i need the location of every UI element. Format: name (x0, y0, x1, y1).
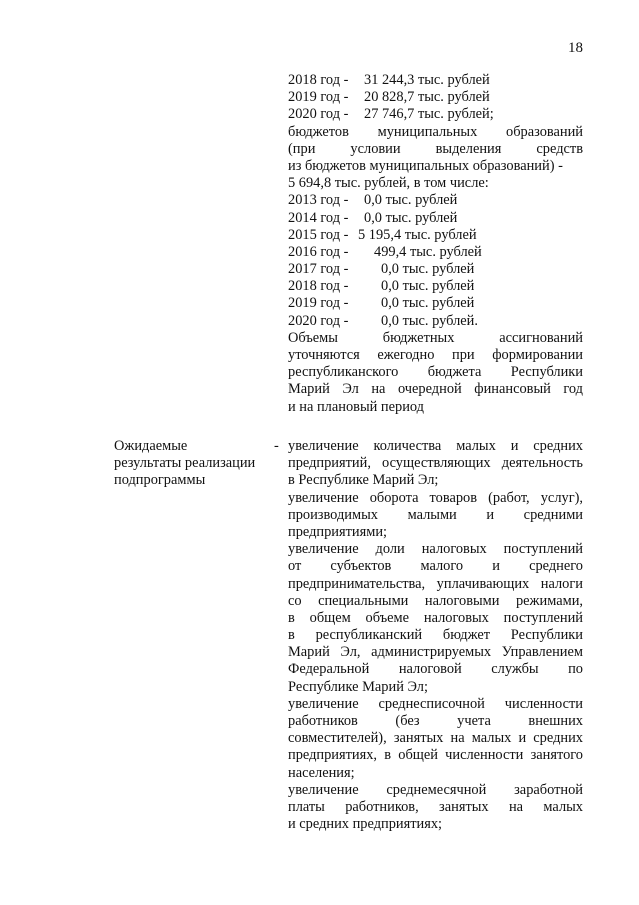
municipal-year-row (288, 295, 583, 312)
results-line: от субъектов малого и среднего (288, 558, 583, 575)
results-line: в общем объеме налоговых поступлений (288, 609, 583, 626)
year-amount: 0,0 тыс. рублей (381, 261, 475, 278)
municipal-year-row (288, 210, 583, 227)
year-label: 2019 год - (288, 295, 349, 312)
municipal-intro-line: бюджетов муниципальных образований (288, 123, 583, 140)
results-line: увеличение оборота товаров (работ, услуг), (288, 489, 583, 506)
funding-note-line: Объемы бюджетных ассигнований (288, 329, 583, 346)
municipal-year-row (288, 244, 583, 261)
results-line: Федеральной налоговой службы по (288, 661, 583, 678)
results-line: в Республике Марий Эл; (288, 472, 439, 489)
year-label: 2020 год - (288, 312, 349, 329)
results-line: увеличение количества малых и средних (288, 438, 583, 454)
municipal-year-row (288, 313, 583, 330)
year-label: 2020 год - (288, 106, 349, 123)
year-amount: 20 828,7 тыс. рублей (364, 89, 490, 106)
results-line: увеличение среднесписочной численности (288, 695, 583, 712)
year-label: 2018 год - (288, 278, 349, 295)
year-label: 2019 год - (288, 89, 349, 106)
year-amount: 0,0 тыс. рублей (381, 278, 475, 295)
year-label: 2018 год - (288, 72, 349, 88)
year-amount: 0,0 тыс. рублей (381, 295, 475, 312)
municipal-intro-line: 5 694,8 тыс. рублей, в том числе: (288, 175, 489, 192)
results-label-line: результаты реализации (114, 455, 256, 472)
year-label: 2015 год - (288, 226, 349, 243)
municipal-year-row (288, 261, 583, 278)
results-label-line: подпрограммы (114, 472, 206, 489)
results-line: предприятиях, в общей численности занятого (288, 747, 583, 764)
results-line: Республике Марий Эл; (288, 678, 428, 695)
municipal-intro-line: (при условии выделения средств (288, 140, 583, 157)
results-line: производимых малыми и средними (288, 506, 583, 523)
results-block (288, 438, 583, 833)
funding-block (288, 72, 583, 416)
results-label-line: Ожидаемые (114, 438, 188, 454)
results-dash: - (274, 438, 279, 454)
results-line: Марий Эл, администрируемых Управлением (288, 644, 583, 661)
funding-year-row (288, 106, 583, 123)
year-label: 2017 год - (288, 261, 349, 278)
results-line: в республиканский бюджет Республики (288, 627, 583, 644)
results-line: со специальными налоговыми режимами, (288, 592, 583, 609)
municipal-year-row (288, 227, 583, 244)
municipal-year-row (288, 192, 583, 209)
results-line: увеличение доли налоговых поступлений (288, 541, 583, 558)
results-line: работников (без учета внешних (288, 713, 583, 729)
funding-note-line: уточняются ежегодно при формировании (288, 347, 583, 363)
funding-note-line: республиканского бюджета Республики (288, 364, 583, 381)
municipal-intro-line: из бюджетов муниципальных образований) - (288, 157, 563, 174)
results-line: предпринимательства, уплачивающих налоги (288, 575, 583, 592)
year-amount: 0,0 тыс. рублей. (381, 312, 478, 329)
year-label: 2014 год - (288, 209, 349, 226)
results-line: предприятиями; (288, 523, 388, 540)
year-amount: 31 244,3 тыс. рублей (364, 72, 490, 88)
results-line: и средних предприятиях; (288, 816, 443, 833)
results-line: увеличение среднемесячной заработной (288, 781, 583, 798)
funding-note-line: Марий Эл на очередной финансовый год (288, 381, 583, 398)
year-amount: 0,0 тыс. рублей (364, 209, 458, 226)
year-label: 2013 год - (288, 192, 349, 209)
page-number: 18 (568, 40, 583, 56)
funding-note-line: и на плановый период (288, 398, 425, 415)
municipal-year-row (288, 278, 583, 295)
funding-year-row (288, 72, 583, 89)
results-line: предприятий, осуществляющих деятельность (288, 455, 583, 472)
year-amount: 27 746,7 тыс. рублей; (364, 106, 494, 123)
year-amount: 5 195,4 тыс. рублей (358, 226, 477, 243)
funding-year-row (288, 89, 583, 106)
year-label: 2016 год - (288, 243, 349, 260)
results-line: совместителей), занятых на малых и средних (288, 730, 583, 747)
year-amount: 0,0 тыс. рублей (364, 192, 458, 209)
year-amount: 499,4 тыс. рублей (374, 243, 482, 260)
results-label (114, 438, 284, 490)
results-line: платы работников, занятых на малых (288, 798, 583, 815)
results-line: населения; (288, 764, 355, 781)
